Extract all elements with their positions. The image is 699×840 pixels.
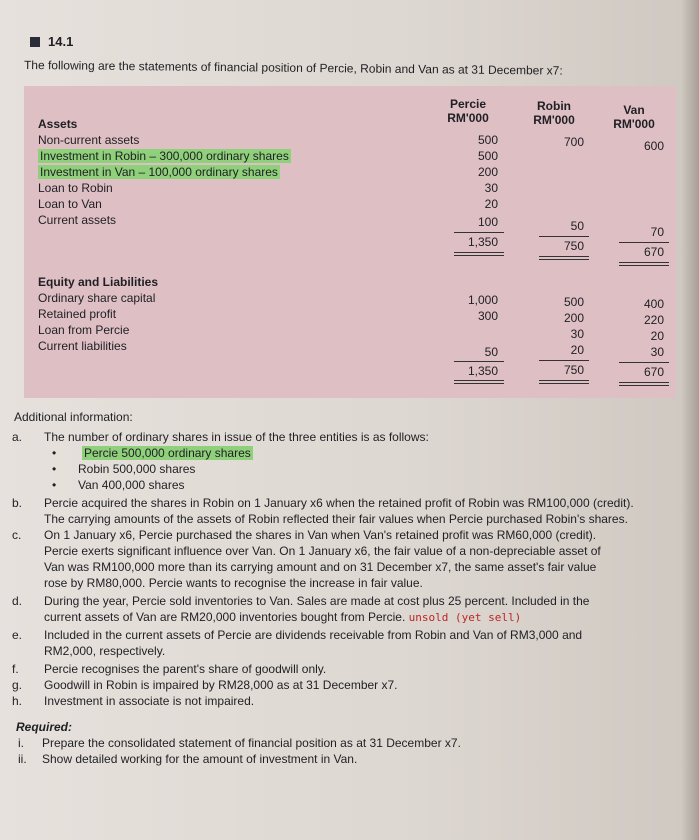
bullet-icon: • — [52, 446, 57, 460]
bullet-icon: • — [52, 478, 57, 492]
item-letter: d. — [12, 594, 23, 608]
cell-percie: 200 — [477, 165, 498, 179]
subtotal-rule — [454, 361, 504, 362]
row-label: Current assets — [38, 213, 117, 227]
row-label: Ordinary share capital — [38, 291, 156, 305]
item-letter: a. — [12, 430, 23, 444]
cell-van: 30 — [650, 345, 664, 359]
financial-position-table — [24, 86, 676, 398]
item-roman: ii. — [18, 752, 27, 766]
item-letter: c. — [12, 528, 22, 542]
info-h: Investment in associate is not impaired. — [44, 694, 255, 708]
equity-title: Equity and Liabilities — [38, 275, 159, 289]
info-d-line1: During the year, Percie sold inventories to Van. Sales are made at cost plus 25 percent. Included in the — [44, 594, 590, 608]
item-letter: f. — [12, 662, 19, 676]
cell-van: 600 — [643, 139, 664, 153]
total-double-rule — [539, 380, 589, 384]
item-letter: g. — [12, 678, 23, 692]
cell-percie: 300 — [477, 309, 498, 323]
cell-robin: 30 — [570, 327, 584, 341]
bullet-robin: Robin 500,000 shares — [78, 462, 196, 476]
info-a: The number of ordinary shares in issue of the three entities is as follows: — [44, 430, 429, 444]
row-label — [38, 164, 280, 180]
cell-robin: 50 — [570, 219, 584, 233]
highlighted-label: Investment in Robin – 300,000 ordinary shares — [40, 149, 289, 163]
info-d-text: current assets of Van are RM20,000 inventories bought from Percie. — [44, 610, 406, 624]
cell-robin: 700 — [563, 135, 584, 149]
info-g: Goodwill in Robin is impaired by RM28,000 as at 31 December x7. — [44, 678, 398, 692]
info-e-line2: RM2,000, respectively. — [44, 644, 166, 658]
total-double-rule — [619, 382, 669, 386]
row-label: Non-current assets — [38, 133, 140, 147]
assets-title: Assets — [38, 117, 78, 131]
bullet-van: Van 400,000 shares — [78, 478, 185, 492]
row-label: Retained profit — [38, 307, 117, 321]
subtotal-rule — [619, 242, 669, 243]
info-c-line1: On 1 January x6, Percie purchased the shares in Van when Van's retained profit was RM60,000 (credit). — [44, 528, 597, 542]
cell-percie: 500 — [477, 133, 498, 147]
row-label — [38, 148, 291, 164]
question-number: 14.1 — [48, 34, 74, 49]
cell-percie: 100 — [477, 215, 498, 229]
info-c-line2: Percie exerts significant influence over Van. On 1 January x6, the fair value of a non-depreciable asset of — [44, 544, 601, 558]
cell-percie: 50 — [484, 345, 498, 359]
subtotal-rule — [539, 236, 589, 237]
col-header-percie: Percie — [449, 97, 487, 111]
total-percie: 1,350 — [467, 235, 498, 249]
info-d-line2 — [44, 610, 521, 625]
total-robin: 750 — [563, 363, 584, 377]
item-roman: i. — [18, 736, 24, 750]
highlighted-bullet: Percie 500,000 ordinary shares — [84, 446, 251, 460]
total-robin: 750 — [563, 239, 584, 253]
info-b-line2: The carrying amounts of the assets of Robin reflected their fair values when Percie purchased Robin's shares. — [44, 512, 628, 526]
row-label: Loan to Van — [38, 197, 102, 211]
cell-van: 400 — [643, 297, 664, 311]
item-letter: h. — [12, 694, 23, 708]
cell-van: 220 — [643, 313, 664, 327]
additional-title: Additional information: — [14, 410, 133, 424]
col-unit-percie: RM'000 — [447, 111, 489, 125]
cell-percie: 20 — [484, 197, 498, 211]
cell-percie: 30 — [484, 181, 498, 195]
col-unit-robin: RM'000 — [533, 113, 575, 127]
cell-robin: 200 — [563, 311, 584, 325]
total-percie: 1,350 — [467, 364, 498, 378]
square-bullet-icon — [30, 37, 40, 47]
required-i: Prepare the consolidated statement of financial position as at 31 December x7. — [42, 736, 461, 750]
info-c-line4: rose by RM80,000. Percie wants to recognise the increase in fair value. — [44, 576, 423, 590]
item-letter: b. — [12, 496, 23, 510]
subtotal-rule — [619, 362, 669, 363]
col-header-van: Van — [623, 103, 645, 117]
bullet-percie — [82, 446, 253, 461]
total-double-rule — [454, 380, 504, 384]
subtotal-rule — [539, 360, 589, 361]
item-letter: e. — [12, 628, 23, 642]
required-title: Required: — [16, 720, 73, 734]
cell-van: 20 — [650, 329, 664, 343]
col-header-robin: Robin — [537, 99, 571, 113]
cell-percie: 1,000 — [467, 293, 498, 307]
question-heading — [30, 34, 73, 49]
bullet-icon: • — [52, 462, 57, 476]
cell-van: 70 — [650, 225, 664, 239]
required-ii: Show detailed working for the amount of investment in Van. — [42, 752, 358, 766]
cell-robin: 500 — [563, 295, 584, 309]
handwritten-note: unsold (yet sell) — [408, 611, 522, 624]
cell-percie: 500 — [477, 149, 498, 163]
subtotal-rule — [454, 232, 504, 233]
row-label: Current liabilities — [38, 339, 127, 353]
info-e-line1: Included in the current assets of Percie are dividends receivable from Robin and Van of RM3,000 and — [44, 628, 583, 642]
highlighted-label: Investment in Van – 100,000 ordinary shares — [40, 165, 278, 179]
info-c-line3: Van was RM100,000 more than its carrying amount and on 31 December x7, the same asset's fair value — [44, 560, 597, 574]
info-f: Percie recognises the parent's share of goodwill only. — [44, 662, 327, 676]
info-b-line1: Percie acquired the shares in Robin on 1 January x6 when the retained profit of Robin was RM100,000 (credit). — [44, 496, 634, 510]
row-label: Loan from Percie — [38, 323, 130, 337]
row-label: Loan to Robin — [38, 181, 113, 195]
cell-robin: 20 — [570, 343, 584, 357]
total-van: 670 — [643, 365, 664, 379]
total-van: 670 — [643, 245, 664, 259]
total-double-rule — [619, 262, 669, 266]
total-double-rule — [539, 256, 589, 260]
col-unit-van: RM'000 — [613, 117, 655, 131]
intro-text: The following are the statements of financial position of Percie, Robin and Van as at 31 December x7: — [23, 58, 563, 78]
total-double-rule — [454, 252, 504, 256]
